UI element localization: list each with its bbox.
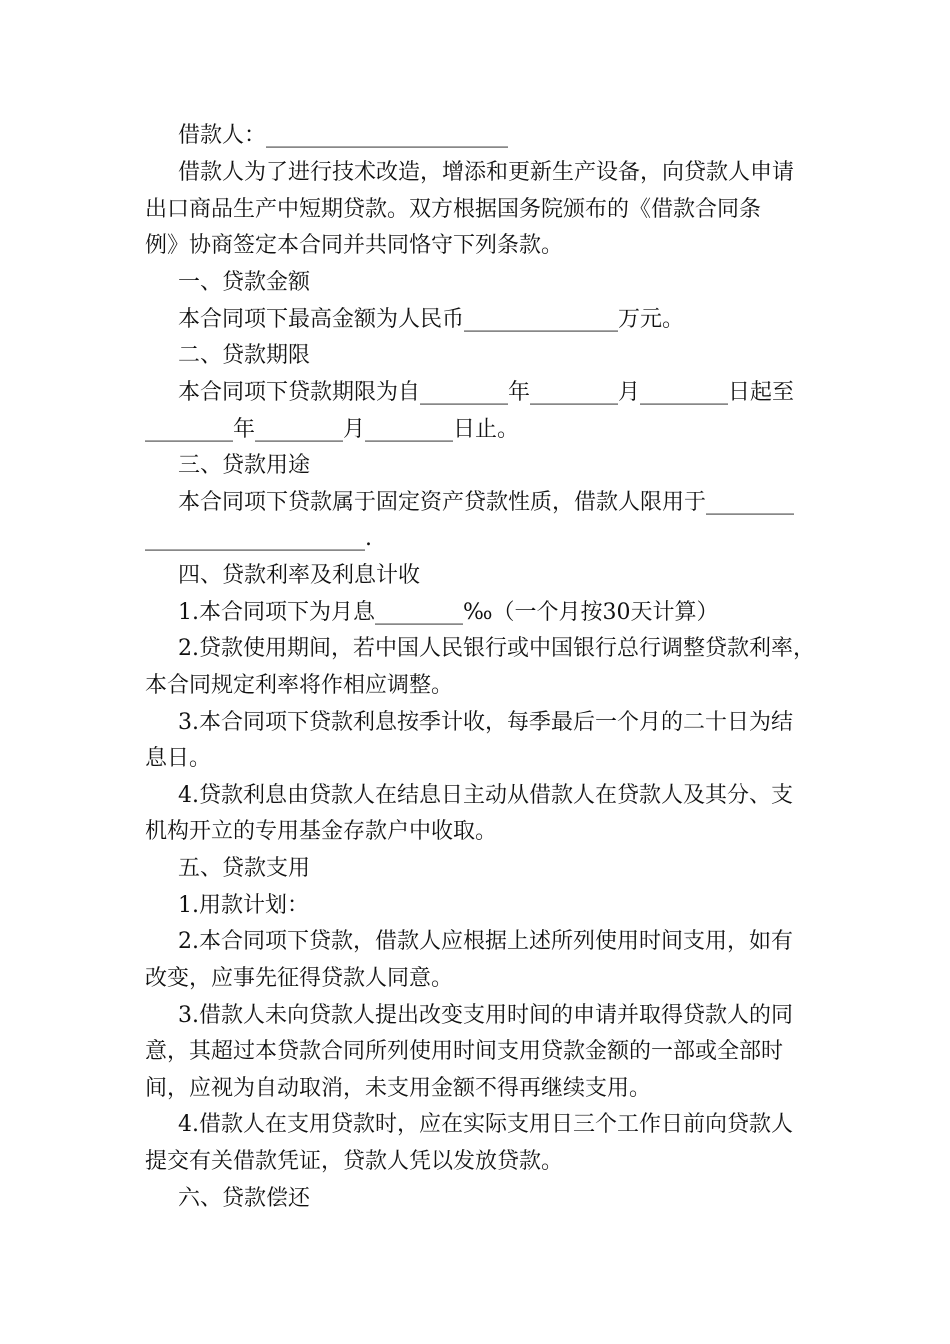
paragraph-line: ____________________. xyxy=(145,526,372,551)
section-heading: 二、贷款期限 xyxy=(178,343,311,368)
section-heading: 四、贷款利率及利息计收 xyxy=(178,563,421,588)
clause-line: 本合同规定利率将作相应调整。 xyxy=(145,673,454,698)
clause-line: 3.本合同项下贷款利息按季计收，每季最后一个月的二十日为结 xyxy=(178,710,793,735)
paragraph-line: 本合同项下最高金额为人民币______________万元。 xyxy=(178,307,685,332)
clause-line: 1.本合同项下为月息________‰（一个月按30天计算） xyxy=(178,600,719,625)
clause-line: 间，应视为自动取消，未支用金额不得再继续支用。 xyxy=(145,1076,652,1101)
paragraph-line: 本合同项下贷款属于固定资产贷款性质，借款人限用于________ xyxy=(178,490,795,515)
clause-line: 3.借款人未向贷款人提出改变支用时间的申请并取得贷款人的同 xyxy=(178,1003,793,1028)
paragraph-line: 出口商品生产中短期贷款。双方根据国务院颁布的《借款合同条 xyxy=(145,197,762,222)
section-heading: 六、贷款偿还 xyxy=(178,1186,311,1211)
clause-line: 4.贷款利息由贷款人在结息日主动从借款人在贷款人及其分、支 xyxy=(178,783,793,808)
paragraph-line: 例》协商签定本合同并共同恪守下列条款。 xyxy=(145,233,564,258)
clause-line: 机构开立的专用基金存款户中收取。 xyxy=(145,819,498,844)
section-heading: 一、贷款金额 xyxy=(178,270,311,295)
clause-line: 1.用款计划： xyxy=(178,893,309,918)
borrower-line: 借款人：______________________ xyxy=(178,123,509,148)
clause-line: 息日。 xyxy=(145,746,212,771)
clause-line: 4.借款人在支用贷款时，应在实际支用日三个工作日前向贷款人 xyxy=(178,1112,793,1137)
clause-line: 意，其超过本贷款合同所列使用时间支用贷款金额的一部或全部时 xyxy=(145,1039,784,1064)
clause-line: 2.贷款使用期间，若中国人民银行或中国银行总行调整贷款利率， xyxy=(178,636,815,661)
clause-line: 2.本合同项下贷款，借款人应根据上述所列使用时间支用，如有 xyxy=(178,929,793,954)
paragraph-line: ________年________月________日止。 xyxy=(145,417,520,442)
clause-line: 提交有关借款凭证，贷款人凭以发放贷款。 xyxy=(145,1149,564,1174)
clause-line: 改变，应事先征得贷款人同意。 xyxy=(145,966,454,991)
paragraph-line: 借款人为了进行技术改造，增添和更新生产设备，向贷款人申请 xyxy=(178,160,795,185)
section-heading: 三、贷款用途 xyxy=(178,453,311,478)
section-heading: 五、贷款支用 xyxy=(178,856,311,881)
paragraph-line: 本合同项下贷款期限为自________年________月________日起至 xyxy=(178,380,795,405)
